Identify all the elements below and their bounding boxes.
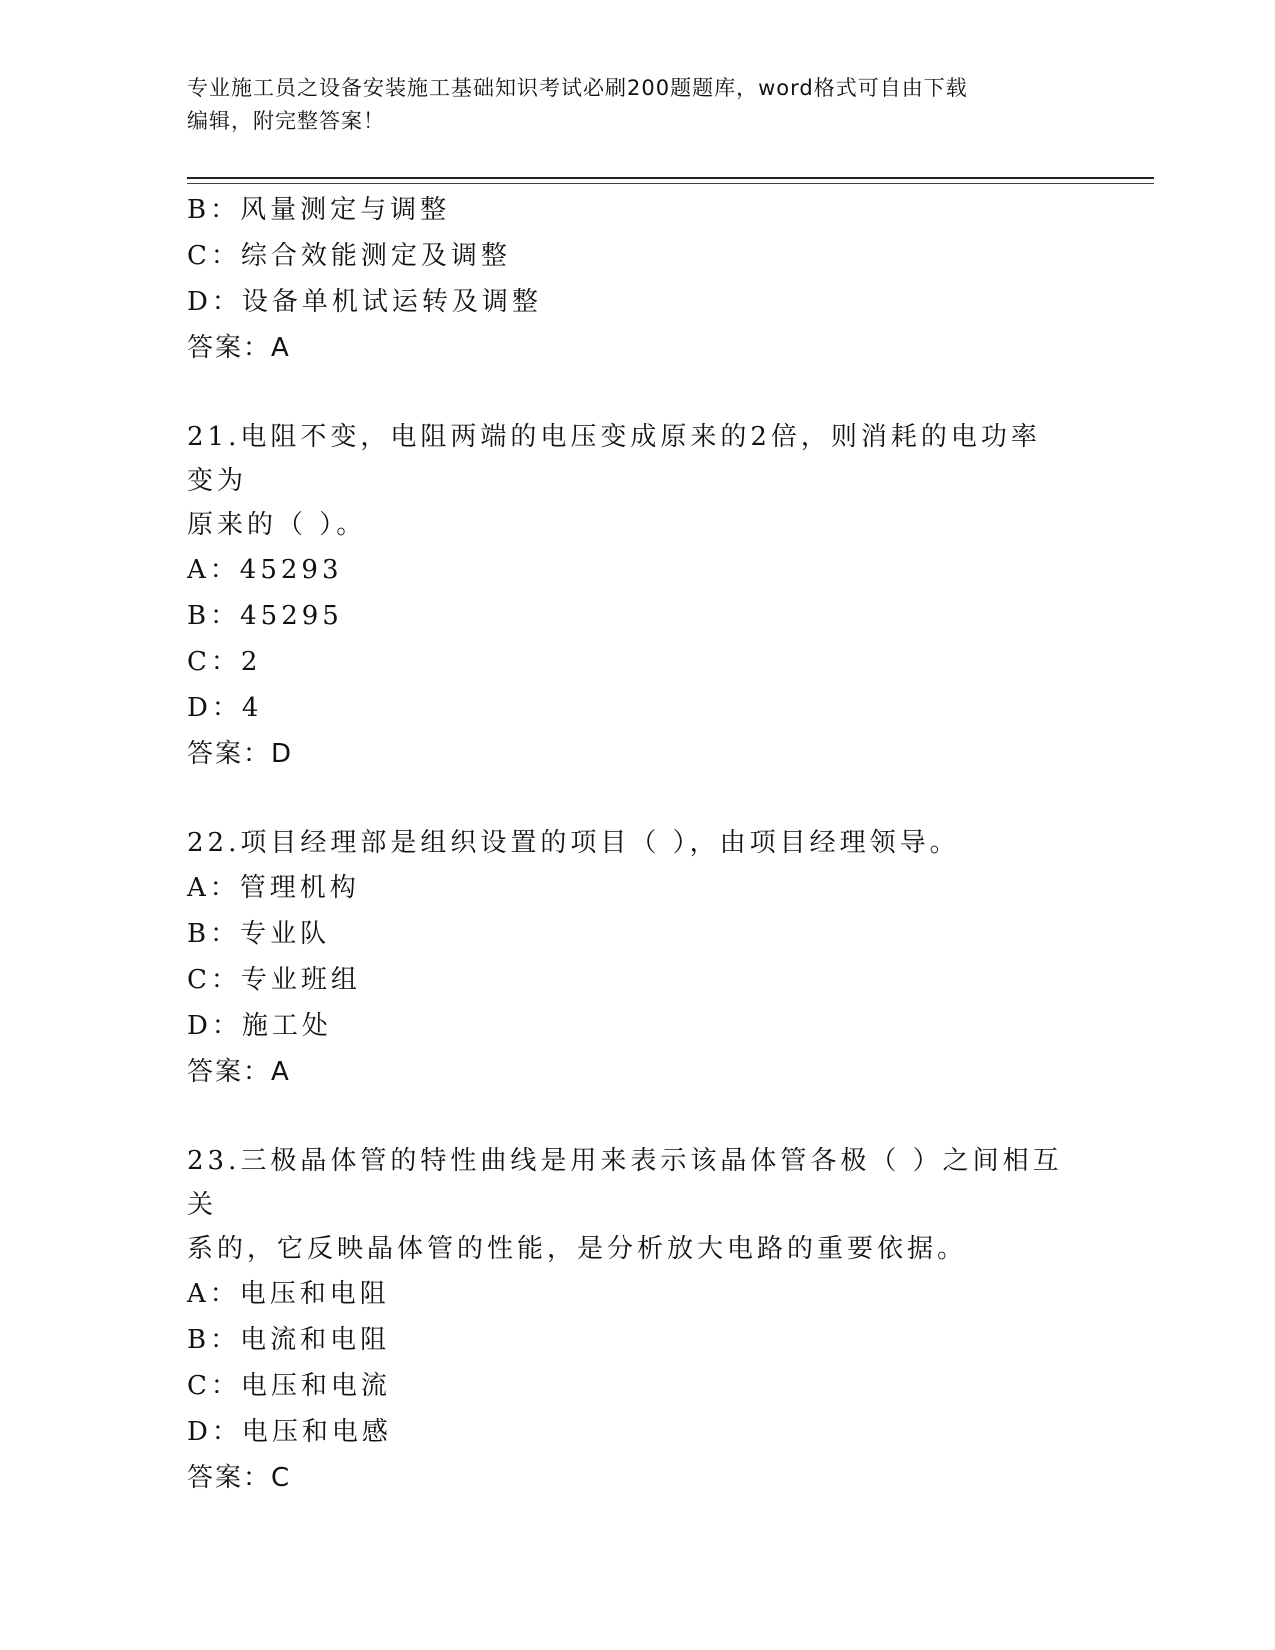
header-line-1: 专业施工员之设备安装施工基础知识考试必刷200题题库，word格式可自由下载 [187, 76, 968, 100]
option-d: D：设备单机试运转及调整 [187, 287, 542, 317]
question-stem-line: 21.电阻不变，电阻两端的电压变成原来的2倍，则消耗的电功率变为 [187, 422, 1041, 496]
option-a: A：45293 [187, 555, 343, 585]
spacer [187, 1095, 1087, 1139]
option-a: A：管理机构 [187, 873, 360, 903]
answer-line: 答案：D [187, 739, 294, 769]
question-stem-line: 22.项目经理部是组织设置的项目（ ），由项目经理领导。 [187, 828, 960, 858]
answer-line: 答案：C [187, 1463, 292, 1493]
option-c: C：综合效能测定及调整 [187, 241, 511, 271]
question-stem-line: 23.三极晶体管的特性曲线是用来表示该晶体管各极（ ）之间相互关 [187, 1146, 1063, 1220]
option-b: B：45295 [187, 601, 343, 631]
header-line-2: 编辑，附完整答案！ [187, 109, 385, 133]
question-23-block [187, 1139, 1087, 1501]
header-divider-thick [187, 177, 1154, 179]
option-c: C：专业班组 [187, 965, 361, 995]
question-content [187, 187, 1087, 1501]
question-stem-line: 系的，它反映晶体管的性能，是分析放大电路的重要依据。 [187, 1234, 968, 1264]
option-b: B：风量测定与调整 [187, 195, 451, 225]
question-22-block [187, 821, 1087, 1095]
option-b: B：专业队 [187, 919, 331, 949]
option-c: C：2 [187, 647, 262, 677]
prev-question-block [187, 187, 1087, 371]
header-divider-thin [187, 183, 1154, 184]
option-a: A：电压和电阻 [187, 1279, 390, 1309]
option-d: D：电压和电感 [187, 1417, 392, 1447]
option-d: D：4 [187, 693, 263, 723]
option-b: B：电流和电阻 [187, 1325, 391, 1355]
spacer [187, 371, 1087, 415]
question-stem-line: 原来的（ ）。 [187, 510, 367, 540]
answer-line: 答案：A [187, 333, 291, 363]
question-21-block [187, 415, 1087, 777]
option-d: D：施工处 [187, 1011, 332, 1041]
option-c: C：电压和电流 [187, 1371, 391, 1401]
spacer [187, 777, 1087, 821]
document-header [187, 72, 1067, 138]
answer-line: 答案：A [187, 1057, 291, 1087]
